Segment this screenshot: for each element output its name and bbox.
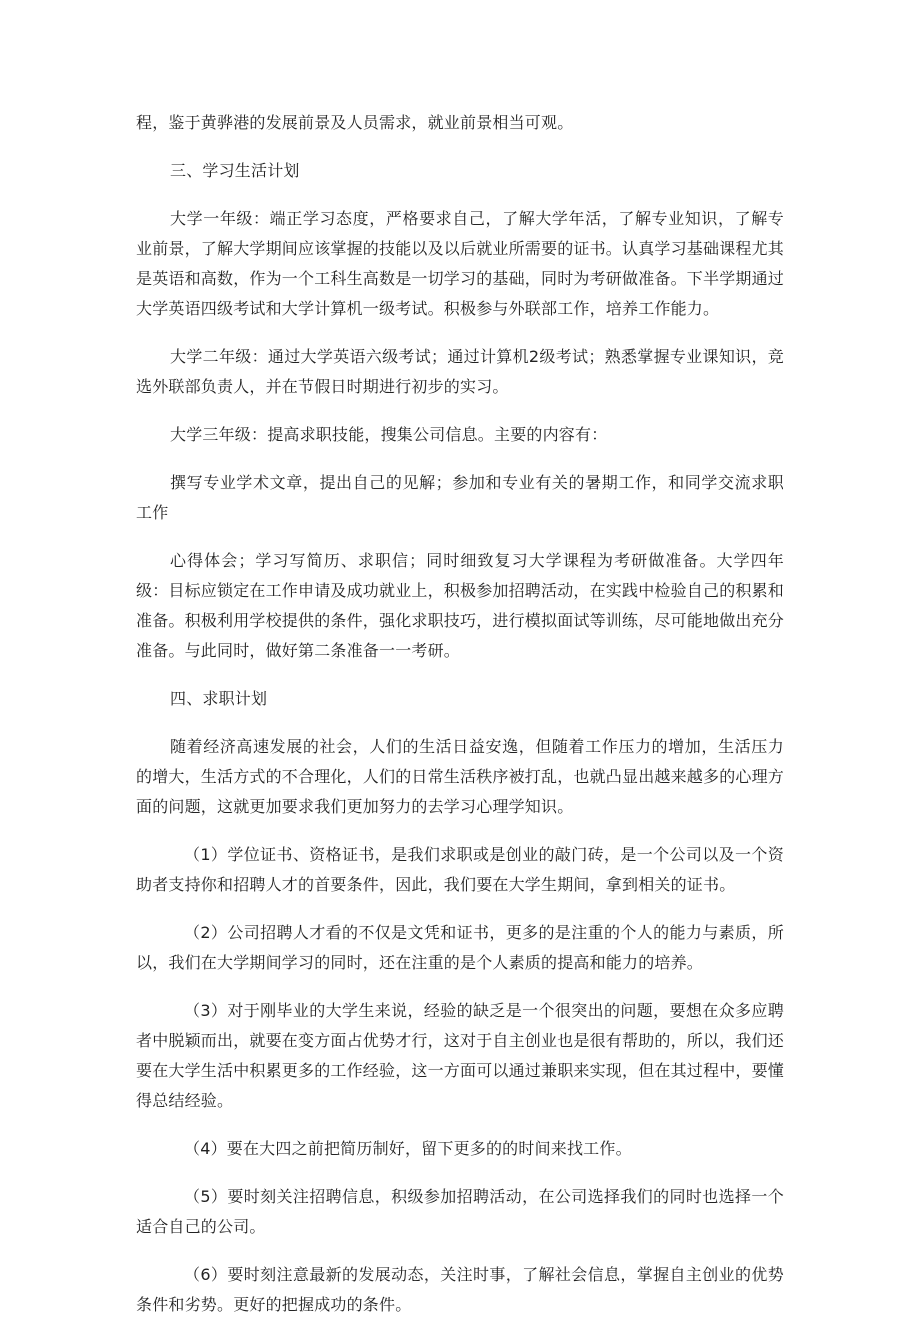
list-item-1: （1）学位证书、资格证书，是我们求职或是创业的敲门砖，是一个公司以及一个资助者支持你和招聘人才的首要条件，因此，我们要在大学生期间，拿到相关的证书。 <box>136 845 784 894</box>
list-item-2: （2）公司招聘人才看的不仅是文凭和证书，更多的是注重的个人的能力与素质，所以，我们在大学期间学习的同时，还在注重的是个人素质的提高和能力的培养。 <box>136 923 784 972</box>
list-item-4: （4）要在大四之前把简历制好，留下更多的的时间来找工作。 <box>184 1139 632 1158</box>
paragraph-year-four: 心得体会；学习写简历、求职信；同时细致复习大学课程为考研做准备。大学四年级：目标应锁定在工作申请及成功就业上，积极参加招聘活动，在实践中检验自己的积累和准备。积极利用学校提供的条件，强化求职技巧，进行模拟面试等训练，尽可能地做出充分准备。与此同时，做好第二条准备一一考研。 <box>136 551 785 660</box>
paragraph-year-three: 大学三年级：提高求职技能，搜集公司信息。主要的内容有： <box>170 425 608 444</box>
list-item-6: （6）要时刻注意最新的发展动态，关注时事，了解社会信息，掌握自主创业的优势条件和劣势。更好的把握成功的条件。 <box>136 1265 784 1314</box>
paragraph-writing-articles: 撰写专业学术文章，提出自己的见解；参加和专业有关的暑期工作，和同学交流求职工作 <box>136 473 784 522</box>
list-item-3: （3）对于刚毕业的大学生来说，经验的缺乏是一个很突出的问题，要想在众多应聘者中脱颖而出，就要在变方面占优势才行，这对于自主创业也是很有帮助的，所以，我们还要在大学生活中积累更多的工作经验，这一方面可以通过兼职来实现，但在其过程中，要懂得总结经验。 <box>136 1001 785 1110</box>
paragraph-continuation: 程，鉴于黄骅港的发展前景及人员需求，就业前景相当可观。 <box>136 113 574 132</box>
section-heading-job-plan: 四、求职计划 <box>170 689 268 708</box>
document-body <box>136 108 784 1338</box>
paragraph-year-one: 大学一年级：端正学习态度，严格要求自己，了解大学年活，了解专业知识，了解专业前景，了解大学期间应该掌握的技能以及以后就业所需要的证书。认真学习基础课程尤其是英语和高数，作为一个工科生高数是一切学习的基础，同时为考研做准备。下半学期通过大学英语四级考试和大学计算机一级考试。积极参与外联部工作，培养工作能力。 <box>136 209 785 318</box>
paragraph-year-two: 大学二年级：通过大学英语六级考试；通过计算机2级考试；熟悉掌握专业课知识，竞选外联部负责人，并在节假日时期进行初步的实习。 <box>136 347 784 396</box>
list-item-5: （5）要时刻关注招聘信息，积级参加招聘活动，在公司选择我们的同时也选择一个适合自己的公司。 <box>136 1187 784 1236</box>
paragraph-job-intro: 随着经济高速发展的社会，人们的生活日益安逸，但随着工作压力的增加，生活压力的增大，生活方式的不合理化，人们的日常生活秩序被打乱，也就凸显出越来越多的心理方面的问题，这就更加要求我们更加努力的去学习心理学知识。 <box>136 737 785 816</box>
section-heading-study-plan: 三、学习生活计划 <box>170 161 300 180</box>
